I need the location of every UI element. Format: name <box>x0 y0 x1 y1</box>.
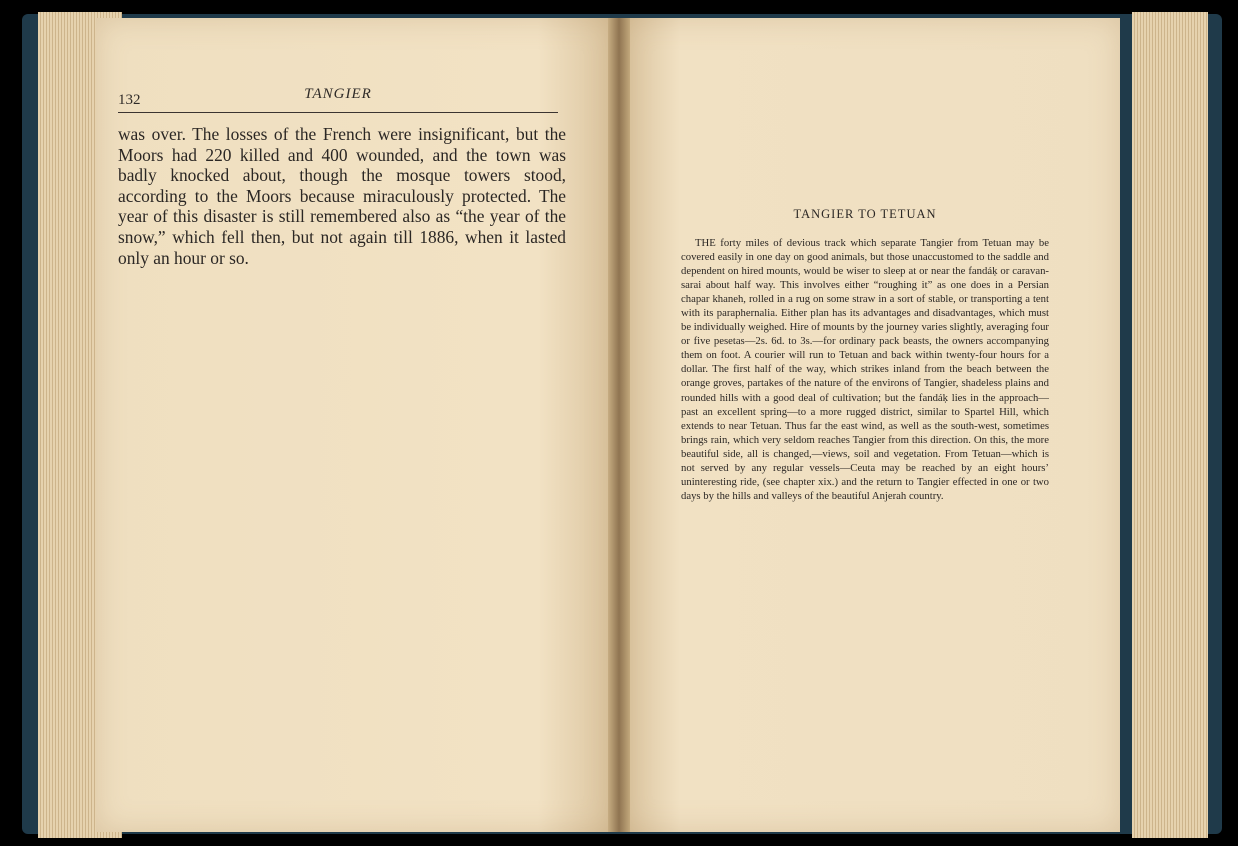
left-paragraph: was over. The losses of the French were insignificant, but the Moors had 220 killed and 400 wounded, and the town was badly knocked about, though the mosque towers stood, according to the Moors because miraculously protected. The year of this disaster is still remembered also as “the year of the snow,” which fell then, but not again till 1886, when it lasted only an hour or so. <box>118 124 566 268</box>
page-number: 132 <box>118 92 141 108</box>
running-head <box>118 86 558 113</box>
running-head-title: TANGIER <box>304 86 372 102</box>
page-edges-right <box>1132 12 1208 838</box>
book-gutter <box>608 18 630 832</box>
left-page-text <box>118 124 566 268</box>
right-paragraph: THE forty miles of devious track which separate Tangier from Tetuan may be covered easily in one day on good animals, but those unaccustomed to the saddle and dependent on hired mounts, would be wiser to sleep at or near the fandáḳ or caravan-sarai about half way. This involves either “roughing it” as one does in a Persian chapar khaneh, rolled in a rug on some straw in a sort of stable, or transporting a tent with its paraphernalia. Either plan has its advantages and disadvantages, which must be individually weighed. Hire of mounts by the journey varies slightly, averaging four or five pesetas—2s. 6d. to 3s.—for ordinary pack beasts, the owners accompanying them on foot. A courier will run to Tetuan and back within twenty-four hours for a dollar. The first half of the way, which strikes inland from the beach between the orange groves, partakes of the nature of the environs of Tangier, shadeless plains and rounded hills with a good deal of cultivation; but the fandáḳ lies in the approach—past an excellent spring—to a more rugged district, similar to Spartel Hill, which extends to near Tetuan. Thus far the east wind, as well as the south-west, sometimes brings rain, which very seldom reaches Tangier from this direction. On this, the more beautiful side, all is changed,—views, soil and vegetation. From Tetuan—which is not served by any regular vessels—Ceuta may be reached by an eight hours’ uninteresting ride, (see chapter xix.) and the return to Tangier effected in one or two days by the hills and valleys of the beautiful Anjerah country. <box>681 237 1049 502</box>
chapter-title: TANGIER TO TETUAN <box>793 207 937 221</box>
right-page-text <box>681 236 1049 503</box>
